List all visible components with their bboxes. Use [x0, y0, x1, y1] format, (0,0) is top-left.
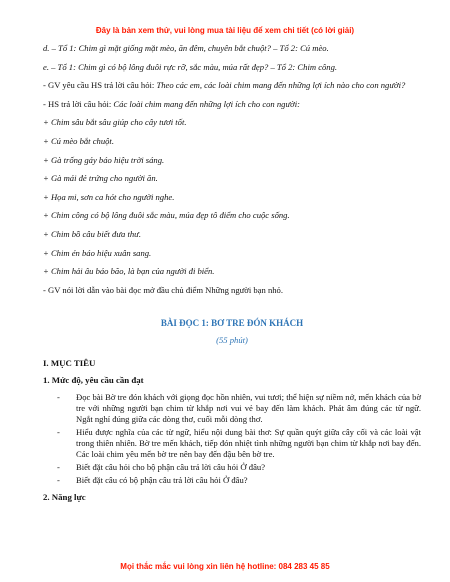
benefit-item: + Gà mái đẻ trứng cho người ăn.	[43, 173, 158, 184]
hs-answer	[43, 99, 421, 110]
benefit-item: + Chim sâu bắt sâu giúp cho cây tươi tốt.	[43, 117, 187, 128]
objective-item	[43, 475, 421, 486]
objective-text: Biết đặt câu có bộ phận câu trả lời câu hỏi Ở đâu?	[76, 474, 248, 485]
gv-question-prefix: - GV yêu cầu HS trả lời câu hỏi:	[43, 80, 157, 91]
benefit-item: + Họa mi, sơn ca hót cho người nghe.	[43, 191, 175, 202]
benefit-item: + Chim công có bộ lông đuôi sắc màu, múa đẹp tô điểm cho cuộc sống.	[43, 210, 290, 221]
objective-item	[43, 427, 421, 460]
intro-line-e: e. – Tổ 1: Chim gì có bộ lông đuôi rực rỡ, sắc màu, múa rất đẹp? – Tổ 2: Chim công.	[43, 61, 338, 72]
lesson-duration: (55 phút)	[216, 334, 248, 345]
preview-banner: Đây là bản xem thử, vui lòng mua tài liệu để xem chi tiết (có lời giải)	[95, 26, 355, 35]
benefit-item: + Chim én báo hiệu xuân sang.	[43, 247, 152, 258]
gv-lead: - GV nói lời dẫn vào bài đọc mở đầu chủ điểm Những người bạn nhỏ.	[43, 284, 283, 295]
bullet-dash: -	[57, 461, 60, 472]
subsection-heading-requirements: 1. Mức độ, yêu cầu cần đạt	[43, 374, 144, 385]
objective-text: Đọc bài Bờ tre đón khách với giọng đọc hồn nhiên, vui tươi; thể hiện sự niềm nở, mến khách của bờ tre với những người bạn chim từ khắp nơi vui vẻ bay đến làm khách. Phát âm đúng các từ ngữ. Ngắt nghỉ đúng giữa các dòng thơ, cuối mỗi dòng thơ.	[76, 391, 421, 424]
lesson-title: BÀI ĐỌC 1: BƠ TRE ĐÓN KHÁCH	[160, 317, 304, 328]
hs-answer-prefix: - HS trả lời câu hỏi:	[43, 98, 114, 109]
objective-text: Hiểu được nghĩa của các từ ngữ, hiểu nội dung bài thơ: Sự quần quýt giữa cây cối và các loài vật trong thiên nhiên. Bờ tre mến khách, tiếp đón nhiệt tình những người bạn chim từ khắp nơi bay đến. Các loài chim yêu mến bờ tre nên bay đến đậu bên bờ tre.	[76, 426, 421, 459]
hs-answer-text: Các loài chim mang đến những lợi ích cho con người:	[113, 98, 300, 109]
objective-item	[43, 462, 421, 473]
section-heading-objectives: I. MỤC TIÊU	[43, 357, 96, 368]
bullet-dash: -	[57, 474, 60, 485]
benefit-item: + Gà trống gáy báo hiệu trời sáng.	[43, 154, 165, 165]
hotline-banner: Mọi thắc mắc vui lòng xin liên hệ hotline: 084 283 45 85	[120, 562, 330, 571]
objectives-list	[43, 392, 421, 486]
benefit-item: + Chim bồ câu biết đưa thư.	[43, 228, 142, 239]
document-content	[43, 43, 421, 509]
bullet-dash: -	[57, 426, 60, 437]
gv-question	[43, 80, 421, 91]
gv-question-text: Theo các em, các loài chim mang đến những lợi ích nào cho con người?	[156, 80, 406, 91]
intro-line-d: d. – Tổ 1: Chim gì mặt giống mặt mèo, ăn đêm, chuyên bắt chuột? – Tổ 2: Cú mèo.	[43, 43, 329, 53]
objective-text: Biết đặt câu hỏi cho bộ phận câu trả lời câu hỏi Ở đâu?	[76, 461, 266, 472]
objective-item	[43, 392, 421, 425]
benefit-item: + Cú mèo bắt chuột.	[43, 135, 114, 146]
subsection-heading-competence: 2. Năng lực	[43, 491, 86, 502]
benefit-item: + Chim hải âu báo bão, là bạn của người đi biển.	[43, 266, 215, 277]
bullet-dash: -	[57, 391, 60, 402]
